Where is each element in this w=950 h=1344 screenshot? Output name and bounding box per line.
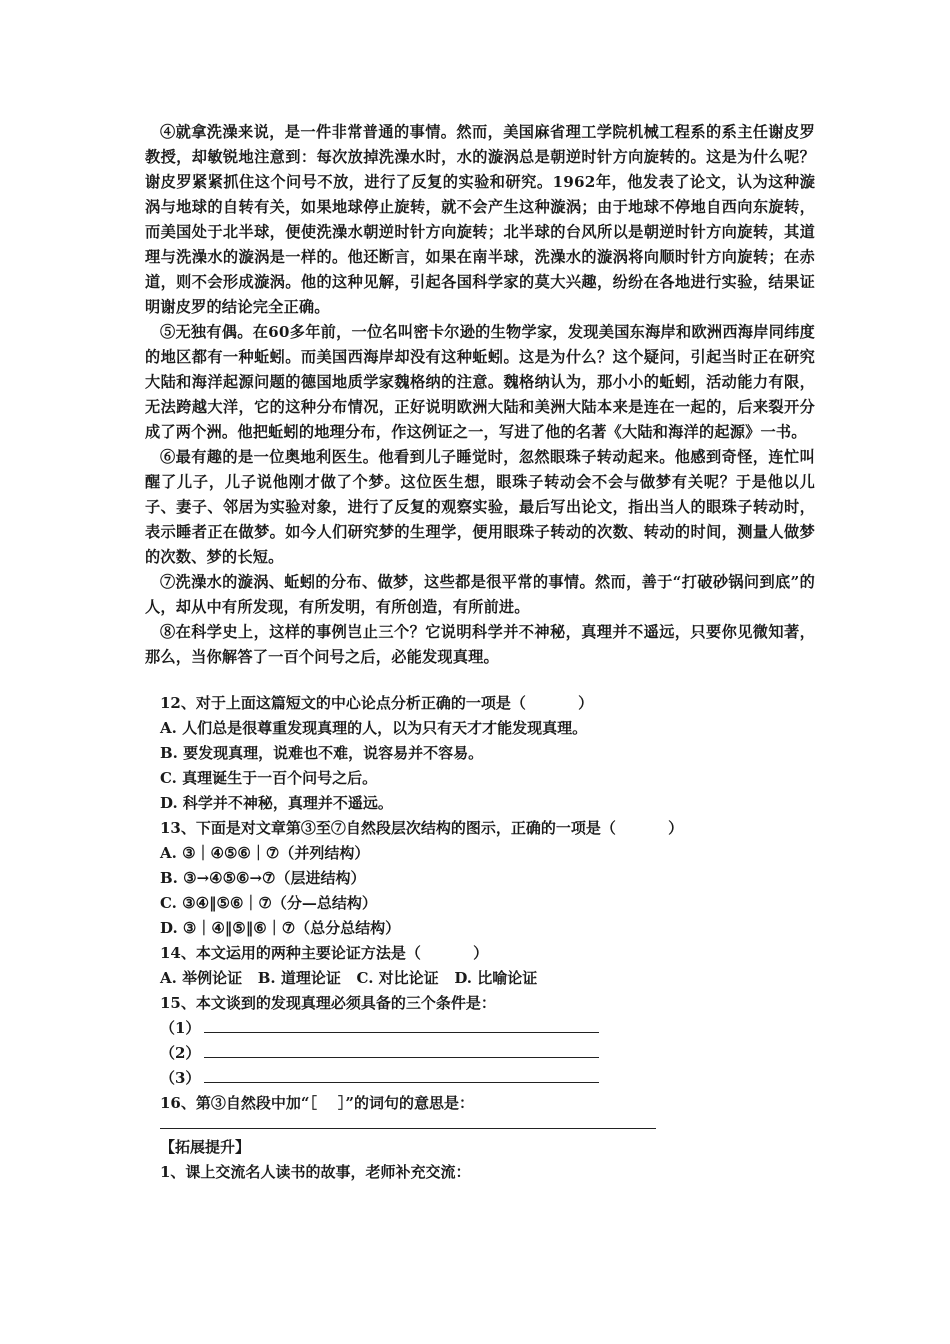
answer-line-16[interactable] [160, 1116, 656, 1129]
paragraph-5: ⑤无独有偶。在60多年前，一位名叫密卡尔逊的生物学家，发现美国东海岸和欧洲西海岸同纬度的地区都有一种蚯蚓。而美国西海岸却没有这种蚯蚓。这是为什么？这个疑问，引起当时正在研究大陆和海洋起源问题的德国地质学家魏格纳的注意。魏格纳认为，那小小的蚯蚓，活动能力有限，无法跨越大洋，它的这种分布情况，正好说明欧洲大陆和美洲大陆本来是连在一起的，后来裂开分成了两个洲。他把蚯蚓的地理分布，作这例证之一，写进了他的名著《大陆和海洋的起源》一书。 [145, 323, 815, 441]
paragraph-7: ⑦洗澡水的漩涡、蚯蚓的分布、做梦，这些都是很平常的事情。然而，善于“打破砂锅问到底”的人，却从中有所发现，有所发明，有所创造，有所前进。 [145, 573, 815, 616]
document-page [145, 120, 815, 1185]
question-12-option-d: D. 科学并不神秘，真理并不遥远。 [160, 794, 393, 812]
extension-title: 【拓展提升】 [160, 1138, 251, 1156]
item-label: （2） [160, 1044, 201, 1062]
question-13-option-a: A. ③｜④⑤⑥｜⑦（并列结构） [160, 844, 370, 862]
question-15-item-2 [145, 1041, 815, 1066]
question-12-option-b: B. 要发现真理，说难也不难，说容易并不容易。 [160, 744, 484, 762]
question-13: 13、下面是对文章第③至⑦自然段层次结构的图示，正确的一项是（ ） [160, 819, 684, 837]
paragraph-6: ⑥最有趣的是一位奥地利医生。他看到儿子睡觉时，忽然眼珠子转动起来。他感到奇怪，连忙叫醒了儿子，儿子说他刚才做了个梦。这位医生想，眼珠子转动会不会与做梦有关呢？于是他以儿子、妻子、邻居为实验对象，进行了反复的观察实验，最后写出论文，指出当人的眼珠子转动时，表示睡者正在做梦。如今人们研究梦的生理学，便用眼珠子转动的次数、转动的时间，测量人做梦的次数、梦的长短。 [145, 448, 815, 566]
extension-item-1: 1、课上交流名人读书的故事，老师补充交流： [160, 1163, 471, 1181]
paragraph-4: ④就拿洗澡来说，是一件非常普通的事情。然而，美国麻省理工学院机械工程系的系主任谢皮罗教授，却敏锐地注意到：每次放掉洗澡水时，水的漩涡总是朝逆时针方向旋转的。这是为什么呢？谢皮罗紧紧抓住这个问号不放，进行了反复的实验和研究。1962年，他发表了论文，认为这种漩涡与地球的自转有关，如果地球停止旋转，就不会产生这种漩涡；由于地球不停地自西向东旋转，而美国处于北半球，便使洗澡水朝逆时针方向旋转；北半球的台风所以是朝逆时针方向旋转，其道理与洗澡水的漩涡是一样的。他还断言，如果在南半球，洗澡水的漩涡将向顺时针方向旋转；在赤道，则不会形成漩涡。他的这种见解，引起各国科学家的莫大兴趣，纷纷在各地进行实验，结果证明谢皮罗的结论完全正确。 [145, 123, 815, 316]
item-label: （1） [160, 1019, 201, 1037]
question-13-option-c: C. ③④‖⑤⑥｜⑦（分—总结构） [160, 894, 377, 912]
question-15-item-3 [145, 1066, 815, 1091]
question-12: 12、对于上面这篇短文的中心论点分析正确的一项是（ ） [160, 694, 594, 712]
question-13-option-b: B. ③→④⑤⑥→⑦（层进结构） [160, 869, 366, 887]
question-13-option-d: D. ③｜④‖⑤‖⑥｜⑦（总分总结构） [160, 919, 401, 937]
question-12-option-c: C. 真理诞生于一百个问号之后。 [160, 769, 378, 787]
question-15-item-1 [145, 1016, 815, 1041]
question-14-options: A. 举例论证 B. 道理论证 C. 对比论证 D. 比喻论证 [160, 969, 538, 987]
item-label: （3） [160, 1069, 201, 1087]
answer-line[interactable] [204, 1041, 599, 1058]
paragraph-8: ⑧在科学史上，这样的事例岂止三个？它说明科学并不神秘，真理并不遥远，只要你见微知著，那么，当你解答了一百个问号之后，必能发现真理。 [145, 623, 815, 666]
answer-line[interactable] [204, 1066, 599, 1083]
spacer [145, 670, 815, 691]
question-14: 14、本文运用的两种主要论证方法是（ ） [160, 944, 489, 962]
question-12-option-a: A. 人们总是很尊重发现真理的人，以为只有天才才能发现真理。 [160, 719, 588, 737]
answer-line[interactable] [204, 1016, 599, 1033]
question-15: 15、本文谈到的发现真理必须具备的三个条件是： [160, 994, 496, 1012]
question-16: 16、第③自然段中加“［ ］”的词句的意思是： [160, 1094, 475, 1112]
